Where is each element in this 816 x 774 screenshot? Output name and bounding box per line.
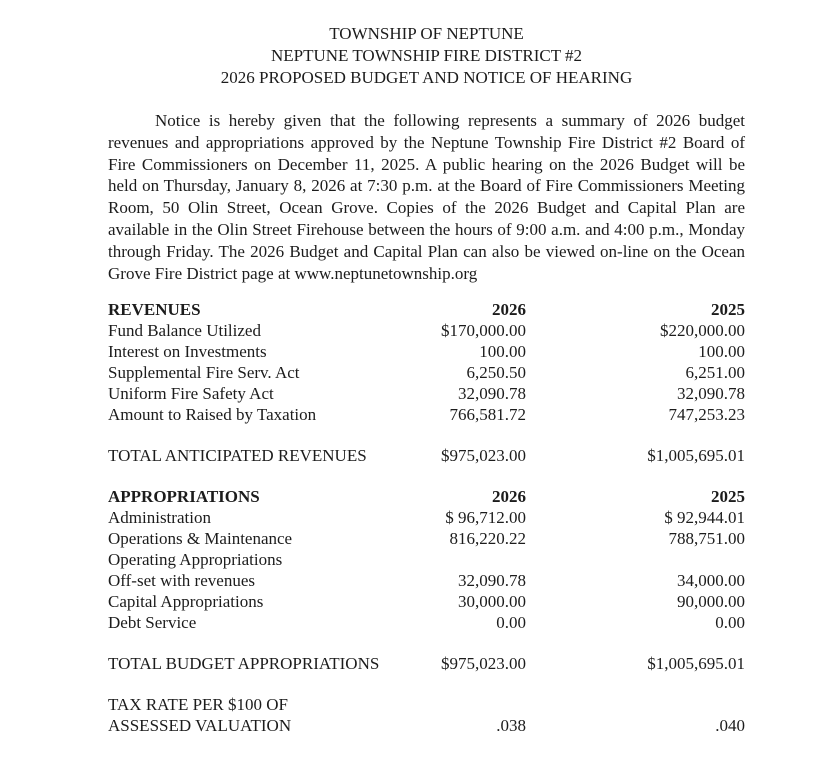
- value-2026: $170,000.00: [441, 321, 526, 341]
- row-label: Fund Balance Utilized: [108, 321, 261, 341]
- revenues-total-label: TOTAL ANTICIPATED REVENUES: [108, 446, 367, 466]
- tax-rate-2026: .038: [496, 716, 526, 736]
- value-2025: 34,000.00: [677, 571, 745, 591]
- value-2025: 6,251.00: [685, 363, 745, 383]
- revenues-total-2025: $1,005,695.01: [647, 446, 745, 466]
- spacer-row: [108, 633, 745, 653]
- tax-rate-2025: .040: [715, 716, 745, 736]
- table-row: [108, 404, 745, 425]
- value-2025: 0.00: [715, 613, 745, 633]
- table-row: [108, 528, 745, 549]
- value-2026: 100.00: [479, 342, 526, 362]
- appropriations-col-2026: 2026: [492, 487, 526, 507]
- value-2025: [526, 549, 745, 570]
- value-2026: 816,220.22: [449, 529, 526, 549]
- value-2026: 30,000.00: [458, 592, 526, 612]
- table-row: [108, 570, 745, 591]
- spacer-row: [108, 425, 745, 445]
- value-2026: 0.00: [496, 613, 526, 633]
- value-2025: $ 92,944.01: [664, 508, 745, 528]
- value-2026: [408, 549, 526, 570]
- value-2025: 100.00: [698, 342, 745, 362]
- row-label: Capital Appropriations: [108, 592, 264, 612]
- appropriations-section-label: APPROPRIATIONS: [108, 487, 260, 507]
- value-2025: $220,000.00: [660, 321, 745, 341]
- appropriations-total-2025: $1,005,695.01: [647, 654, 745, 674]
- row-label: Administration: [108, 508, 211, 528]
- table-row: [108, 591, 745, 612]
- notice-text: Notice is hereby given that the following represents a summary of 2026 budget revenues and appropriations approved by the Neptune Township Fire District #2 Board of Fire Commissioners on December 11, 2025. A public hearing on the 2026 Budget will be held on Thursday, January 8, 2026 at 7:30 p.m. at the Board of Fire Commissioners Meeting Room, 50 Olin Street, Ocean Grove. Copies of the 2026 Budget and Capital Plan are available in the Olin Street Firehouse between the hours of 9:00 a.m. and 4:00 p.m., Monday through Friday. The 2026 Budget and Capital Plan can also be viewed on-line on the Ocean Grove Fire District page at: [108, 111, 745, 283]
- value-2025: 32,090.78: [677, 384, 745, 404]
- table-row: [108, 383, 745, 404]
- budget-table: [108, 299, 745, 736]
- value-2025: 90,000.00: [677, 592, 745, 612]
- revenues-header-row: [108, 299, 745, 320]
- tax-rate-label-line1: TAX RATE PER $100 OF: [108, 695, 288, 715]
- revenues-total-2026: $975,023.00: [441, 446, 526, 466]
- table-row: [108, 549, 745, 570]
- tax-rate-row-2: [108, 715, 745, 736]
- value-2026: 6,250.50: [466, 363, 526, 383]
- row-label: Debt Service: [108, 613, 197, 633]
- document-header: [108, 23, 745, 89]
- revenues-total-row: [108, 445, 745, 466]
- row-label: Uniform Fire Safety Act: [108, 384, 274, 404]
- table-row: [108, 612, 745, 633]
- row-label: Supplemental Fire Serv. Act: [108, 363, 300, 383]
- appropriations-header-row: [108, 486, 745, 507]
- value-2026: 32,090.78: [458, 384, 526, 404]
- spacer-row: [108, 466, 745, 486]
- revenues-col-2026: 2026: [492, 300, 526, 320]
- tax-rate-row-1: [108, 694, 745, 715]
- doc-title-line1: TOWNSHIP OF NEPTUNE: [329, 24, 524, 43]
- row-label: Operations & Maintenance: [108, 529, 293, 549]
- table-row: [108, 341, 745, 362]
- row-label: Interest on Investments: [108, 342, 267, 362]
- value-2025: 788,751.00: [668, 529, 745, 549]
- revenues-section-label: REVENUES: [108, 300, 201, 320]
- website-url: www.neptunetownship.org: [294, 263, 478, 283]
- value-2026: 32,090.78: [458, 571, 526, 591]
- tax-rate-label-line2: ASSESSED VALUATION: [108, 716, 292, 736]
- table-row: [108, 507, 745, 528]
- row-label: Operating Appropriations: [108, 550, 283, 570]
- table-row: [108, 320, 745, 341]
- notice-paragraph: [108, 110, 745, 284]
- spacer-row: [108, 674, 745, 694]
- appropriations-col-2025: 2025: [711, 487, 745, 507]
- appropriations-total-row: [108, 653, 745, 674]
- value-2025: 747,253.23: [668, 405, 745, 425]
- value-2026: $ 96,712.00: [445, 508, 526, 528]
- value-2026: 766,581.72: [449, 405, 526, 425]
- appropriations-total-label: TOTAL BUDGET APPROPRIATIONS: [108, 654, 380, 674]
- doc-title-line3: 2026 PROPOSED BUDGET AND NOTICE OF HEARING: [220, 68, 633, 87]
- table-row: [108, 362, 745, 383]
- appropriations-total-2026: $975,023.00: [441, 654, 526, 674]
- row-label: Amount to Raised by Taxation: [108, 405, 317, 425]
- revenues-col-2025: 2025: [711, 300, 745, 320]
- doc-title-line2: NEPTUNE TOWNSHIP FIRE DISTRICT #2: [270, 46, 583, 65]
- row-label: Off-set with revenues: [108, 571, 255, 591]
